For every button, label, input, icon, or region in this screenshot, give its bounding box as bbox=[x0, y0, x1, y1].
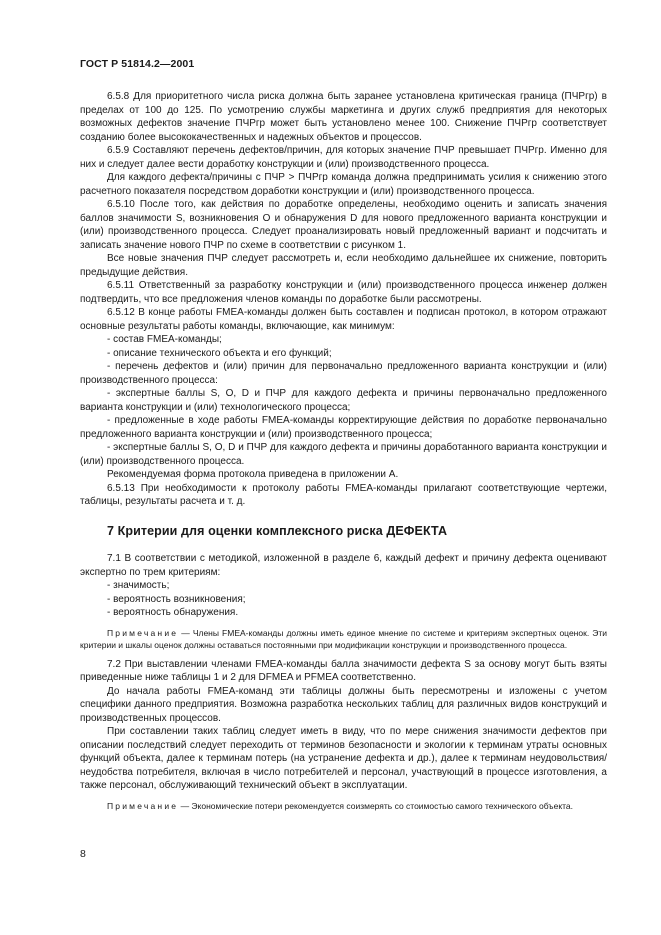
paragraph-7-2-cont: До начала работы FMEA-команд эти таблицы должны быть пересмотрены и изложены с учетом специфики данного предприятия. Возможна разработка нескольких таблиц для различных видов конструкций и производственных процессов. bbox=[80, 685, 607, 724]
paragraph-6-5-10: 6.5.10 После того, как действия по доработке определены, необходимо оценить и записать значения баллов значимости S, возникновения O и обнаружения D для нового предложенного варианта конструкции и (или) производственного процесса. Следует проанализировать новый предложенный вариант и подсчитать и записать значение нового ПЧР по схеме в соответствии с рисунком 1. bbox=[80, 199, 607, 251]
list-item: - экспертные баллы S, O, D и ПЧР для каждого дефекта и причины доработанного варианта конструкции и (или) производственного процесса. bbox=[80, 442, 607, 467]
paragraph-6-5-9-cont: Для каждого дефекта/причины с ПЧР > ПЧРгр команда должна предпринимать усилия к снижению этого расчетного показателя посредством доработки конструкции и (или) производственного процесса. bbox=[80, 172, 607, 197]
section-title: 7 Критерии для оценки комплексного риска ДЕФЕКТА bbox=[107, 523, 448, 538]
note-text: — Члены FMEA-команды должны иметь единое мнение по системе и критериям экспертных оценок. Эти критерии и шкалы оценок должны оставаться постоянными при модификации конструкции и производственного процесса. bbox=[80, 627, 607, 650]
paragraph-6-5-11: 6.5.11 Ответственный за разработку конструкции и (или) производственного процесса инженер должен подтвердить, что все предложения членов команды по доработке были рассмотрены. bbox=[80, 280, 607, 305]
note-2 bbox=[80, 800, 607, 812]
note-label: Примечание bbox=[107, 800, 179, 811]
paragraph-6-5-12: 6.5.12 В конце работы FMEA-команды должен быть составлен и подписан протокол, в котором отражают основные результаты работы команды, включающие, как минимум: bbox=[80, 307, 607, 332]
paragraph-6-5-8: 6.5.8 Для приоритетного числа риска должна быть заранее установлена критическая граница (ПЧРгр) в пределах от 100 до 125. По усмотрению службы маркетинга и других служб предприятия для некоторых возможных дефектов значение ПЧРгр может быть установлено менее 100. Снижение ПЧРгр соответствует созданию более высококачественных и надежных объектов и процессов. bbox=[80, 91, 607, 143]
paragraph-protocol-form: Рекомендуемая форма протокола приведена в приложении А. bbox=[107, 469, 399, 480]
document-body bbox=[80, 90, 607, 819]
list-item: - перечень дефектов и (или) причин для первоначально предложенного варианта конструкции и (или) производственного процесса: bbox=[80, 361, 607, 386]
list-item: - вероятность обнаружения. bbox=[107, 607, 239, 618]
paragraph-6-5-10-cont: Все новые значения ПЧР следует рассмотреть и, если необходимо дальнейшее их снижение, повторить предыдущие действия. bbox=[80, 253, 607, 278]
list-item: - состав FMEA-команды; bbox=[107, 334, 222, 345]
list-item: - экспертные баллы S, O, D и ПЧР для каждого дефекта и причины первоначально предложенного варианта конструкции и (или) технологического процесса; bbox=[80, 388, 607, 413]
page-header: ГОСТ Р 51814.2—2001 bbox=[80, 58, 195, 70]
paragraph-7-2-terms: При составлении таких таблиц следует иметь в виду, что по мере снижения значимости дефектов при описании последствий следует переходить от терминов безопасности и экологии к терминам утраты основных функций объекта, далее к терминам потерь (на устранение дефекта и др.), далее к терминам неудовольствия/неудобства потребителя, включая в число потребителей и персонал, участвующий в процессе изготовления, а также персонал, обслуживающий технический объект в эксплуатации. bbox=[80, 726, 607, 791]
note-1 bbox=[80, 627, 607, 651]
paragraph-7-2: 7.2 При выставлении членами FMEA-команды балла значимости дефекта S за основу могут быть взяты приведенные ниже таблицы 1 и 2 для DFMEA и PFMEA соответственно. bbox=[80, 658, 607, 683]
paragraph-7-1: 7.1 В соответствии с методикой, изложенной в разделе 6, каждый дефект и причину дефекта оценивают экспертно по трем критериям: bbox=[80, 553, 607, 578]
paragraph-6-5-13: 6.5.13 При необходимости к протоколу работы FMEA-команды прилагают соответствующие чертежи, таблицы, результаты расчета и т. д. bbox=[80, 482, 607, 507]
list-item: - описание технического объекта и его функций; bbox=[107, 347, 332, 359]
list-item: - вероятность возникновения; bbox=[107, 593, 246, 605]
note-label: Примечание bbox=[107, 627, 179, 638]
note-text: — Экономические потери рекомендуется соизмерять со стоимостью самого технического объекта. bbox=[178, 800, 574, 811]
page-number: 8 bbox=[80, 848, 86, 860]
list-item: - значимость; bbox=[107, 580, 170, 591]
list-item: - предложенные в ходе работы FMEA-команды корректирующие действия по доработке первоначально предложенного варианта конструкции и (или) производственного процесса; bbox=[80, 415, 607, 440]
paragraph-6-5-9: 6.5.9 Составляют перечень дефектов/причин, для которых значение ПЧР превышает ПЧРгр. Именно для них и следует далее вести доработку конструкции и (или) производственного процесса. bbox=[80, 145, 607, 170]
